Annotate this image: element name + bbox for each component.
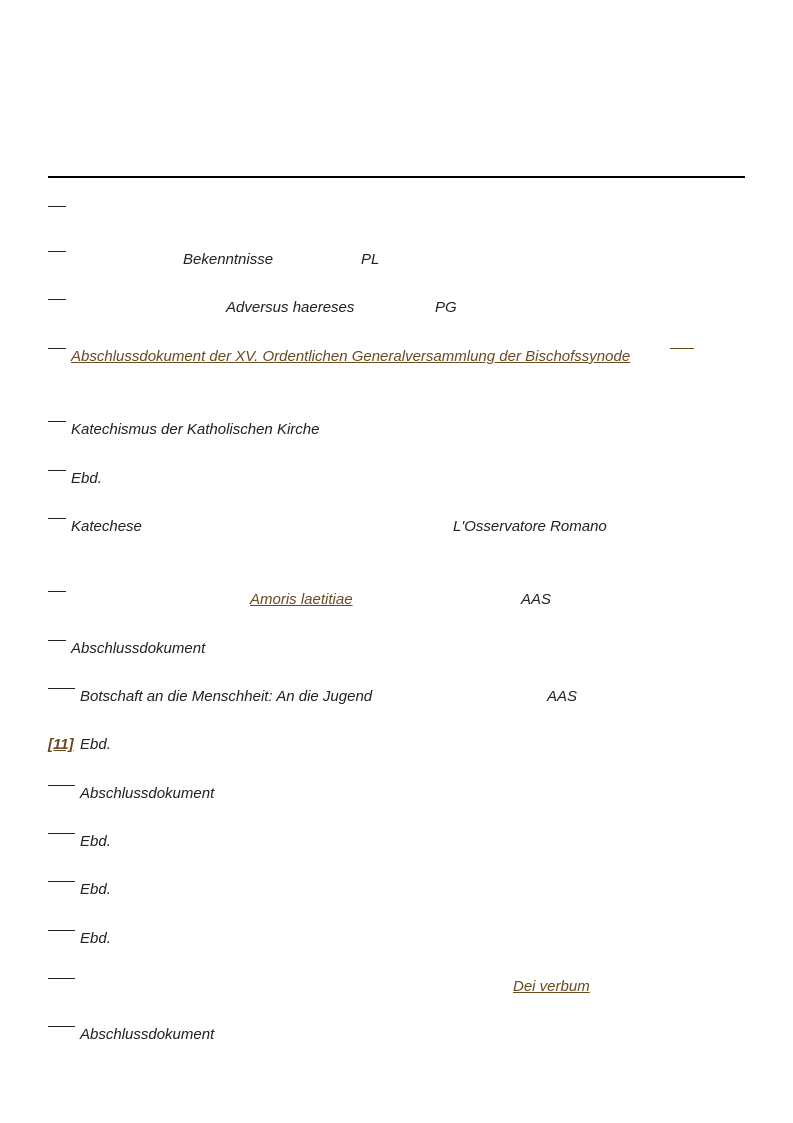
footnote-marker-blank[interactable] [48,930,75,931]
footnote-4 [48,348,745,368]
footnote-1 [48,206,745,226]
footnote-12-title: Abschlussdokument [80,785,215,802]
footnote-16-link[interactable]: Dei verbum [513,978,590,995]
footnote-marker-blank[interactable] [48,421,66,422]
footnote-13 [48,833,745,853]
footnote-7 [48,518,745,538]
footnote-marker-blank[interactable] [48,251,66,252]
footnote-3 [48,299,745,319]
footnote-8 [48,591,745,611]
footnote-marker-blank[interactable] [48,688,75,689]
footnote-10-title: Botschaft an die Menschheit: An die Jugend [80,688,373,705]
footnote-separator [48,176,745,178]
footnote-marker-blank[interactable] [48,518,66,519]
footnote-11-text: Ebd. [80,736,111,753]
footnote-5-title: Katechismus der Katholischen Kirche [71,421,320,438]
footnote-15 [48,930,745,950]
footnote-6 [48,470,745,490]
footnote-5 [48,421,745,441]
footnote-14-text: Ebd. [80,881,111,898]
footnote-4-link[interactable]: Abschlussdokument der XV. Ordentlichen Generalversammlung der Bischofssynode [71,348,631,365]
footnote-17-title: Abschlussdokument [80,1026,215,1043]
footnote-marker-blank[interactable] [48,833,75,834]
footnote-11-marker[interactable]: [11] [48,736,74,753]
footnote-16 [48,978,745,998]
footnote-2 [48,251,745,271]
footnote-2-source: PL [361,251,380,268]
footnote-7-source: L'Osservatore Romano [453,518,607,535]
footnote-marker-blank[interactable] [48,881,75,882]
footnote-marker-blank[interactable] [48,1026,75,1027]
footnote-10 [48,688,745,708]
footnote-17 [48,1026,745,1046]
footnote-marker-blank[interactable] [48,591,66,592]
footnote-marker-blank[interactable] [48,299,66,300]
footnote-8-link[interactable]: Amoris laetitiae [250,591,353,608]
footnote-6-text: Ebd. [71,470,102,487]
footnote-9-title: Abschlussdokument [71,640,206,657]
footnote-8-source: AAS [521,591,552,608]
footnote-15-text: Ebd. [80,930,111,947]
footnote-2-title: Bekenntnisse [183,251,274,268]
footnote-marker-blank[interactable] [48,785,75,786]
footnote-marker-blank[interactable] [48,348,66,349]
footnote-11 [48,736,745,756]
footnote-12 [48,785,745,805]
footnote-marker-blank[interactable] [48,978,75,979]
footnote-marker-blank[interactable] [48,640,66,641]
footnote-3-source: PG [435,299,457,316]
footnote-10-source: AAS [547,688,578,705]
footnote-14 [48,881,745,901]
footnote-marker-blank[interactable] [48,470,66,471]
footnote-4-link-tail [670,348,694,349]
footnote-7-title: Katechese [71,518,142,535]
footnote-3-title: Adversus haereses [226,299,355,316]
footnote-9 [48,640,745,660]
footnote-marker-blank[interactable] [48,206,66,207]
footnote-13-text: Ebd. [80,833,111,850]
